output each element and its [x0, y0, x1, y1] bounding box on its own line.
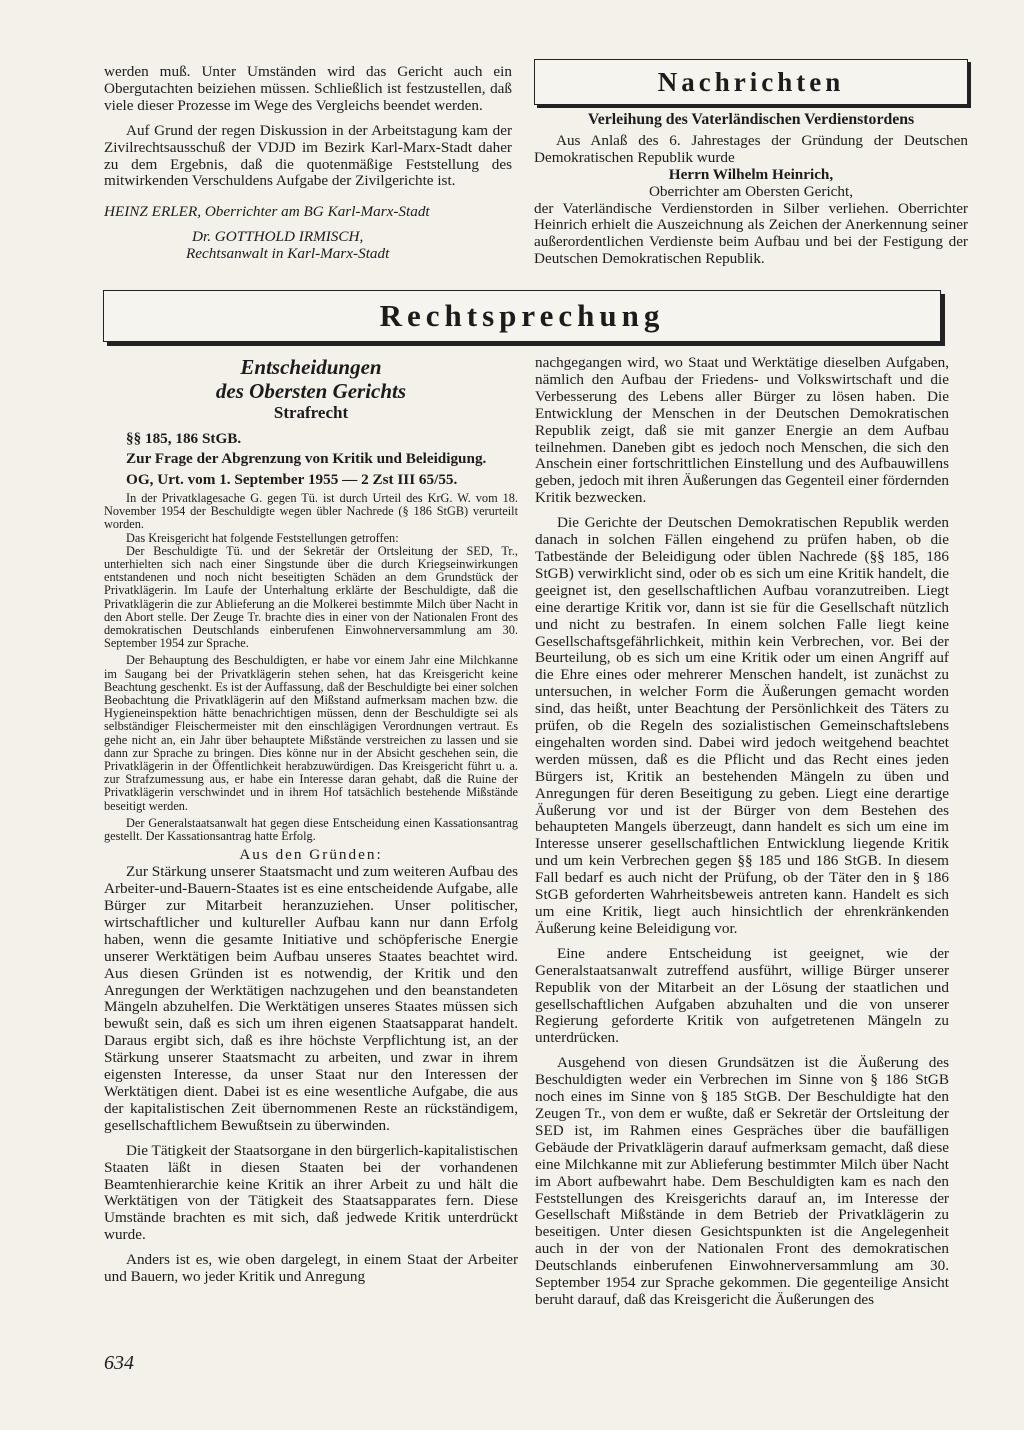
top-left-column [104, 64, 512, 263]
paragraph: Der Behauptung des Beschuldigten, er habe vor einem Jahr eine Milchkanne im Saugang bei der Privatklägerin stehen sehen, hat das Kreisgericht keine Beachtung geschenkt. Es ist der Auffassung, daß der Beschuldigte bei einer solchen Beobachtung die Privatklägerin auf den Mißstand aufmerksam machen bzw. die Hygieneinspektion hätte benachrichtigen müssen, denn der Beschuldigte sei als selbständiger Fleischermeister mit den einschlägigen Verordnungen vertraut. Es gehe nicht an, ein Jahr über behauptete Mißstände verstreichen zu lassen und sie dann zur Sprache zu bringen. Dies könne nur in der Absicht geschehen sein, die Privatklägerin in der Öffentlichkeit herabzuwürdigen. Das Kreisgericht führt u. a. zur Strafzumessung aus, er habe ein Interesse daran gehabt, daß die Ruine der Privatklägerin verschwindet und in ihrem Hof tatsächlich bestehende Mißstände beseitigt werden. [104, 653, 518, 813]
section-heading: Entscheidungen [240, 355, 382, 379]
paragraph: Anders ist es, wie oben dargelegt, in einem Staat der Arbeiter und Bauern, wo jeder Kritik und Anregung [104, 1251, 518, 1286]
author-signature: HEINZ ERLER, Oberrichter am BG Karl-Marx-Stadt [104, 203, 430, 221]
section-banner [103, 290, 941, 342]
case-reference: OG, Urt. vom 1. September 1955 — 2 Zst III 65/55. [126, 471, 458, 488]
case-summary [104, 492, 518, 843]
left-column [104, 355, 518, 1286]
paragraph: Eine andere Entscheidung ist geeignet, wie der Generalstaatsanwalt zutreffend ausführt, willige Bürger unserer Republik von der Mitarbeit an der Lösung der staatlichen und gesellschaftlichen Aufgaben abzuhalten und die von unserer Regierung geforderte Kritik von aufgetretenen Mängeln zu unterdrücken. [535, 944, 949, 1047]
section-heading: des Obersten Gerichts [215, 379, 407, 403]
paragraph: Die Gerichte der Deutschen Demokratischen Republik werden danach in solchen Fällen eingehend zu prüfen haben, ob die Tatbestände der Beleidigung oder üblen Nachrede (§§ 185, 186 StGB) verwirklicht sind, oder ob es sich um eine Kritik handelt, die geeignet ist, den gesellschaftlichen Aufbau voranzutreiben. Liegt eine derartige Kritik vor, dann ist sie für die Gesellschaft nützlich und nicht zu bestrafen. In einem solchen Falle liegt keine Gesellschaftsgefährlichkeit, mithin kein Verbrechen, vor. Bei der Beurteilung, ob es sich um eine Kritik oder um einen Angriff auf die Ehre eines oder mehrerer Menschen handelt, ist zunächst zu untersuchen, in welcher Form die Äußerungen gemacht worden sind, das heißt, unter Beachtung der Persönlichkeit des Täters zu prüfen, ob die Regeln des sozialistischen Gemeinschaftslebens eingehalten worden sind. Dabei wird jedoch weitgehend beachtet werden müssen, daß es die Pflicht und das Recht eines jeden Bürgers ist, Kritik an bestehenden Mängeln zu üben und Anregungen für deren Beseitigung zu geben. Liegt eine derartige Äußerung vor und ist der Bürger von dem Bestehen des behaupteten Mangels überzeugt, dann handelt es sich um eine im Interesse unserer gesellschaftlichen Entwicklung liegende Kritik und um kein Verbrechen gegen §§ 185 und 186 StGB. In diesem Fall bedarf es auch nicht der Prüfung, ob der Täter den in § 186 StGB geforderten Wahrheitsbeweis antreten kann. Handelt es sich um eine Kritik, liegt auch hinsichtlich der ehrenkränkenden Äußerung keine Beleidigung vor. [535, 514, 949, 937]
honoree-role: Oberrichter am Obersten Gericht, [648, 182, 854, 200]
page-number: 634 [104, 1352, 134, 1374]
right-column [535, 355, 949, 1309]
paragraph: nachgegangen wird, wo Staat und Werktätige dieselben Aufgaben, nämlich den Aufbau der Friedens- und Volkswirtschaft und die Verbesserung des Lebens aller Bürger zu lösen haben. Die Entwicklung der Menschen in der Deutschen Demokratischen Republik zeigt, daß sie mit ganzer Energie an dem Aufbau teilnehmen. Daneben gibt es jedoch noch Menschen, die sich den Anschein einer fortschrittlichen Einstellung und des Aufbauwillens geben, jedoch mit ihren Äußerungen das Gegenteil einer fördernden Kritik bezwecken. [535, 354, 949, 507]
paragraph: Aus Anlaß des 6. Jahrestages der Gründung der Deutschen Demokratischen Republik wurde [534, 131, 968, 166]
honoree-name: Herrn Wilhelm Heinrich, [668, 165, 834, 183]
author-signature: Dr. GOTTHOLD IRMISCH, [192, 228, 364, 246]
case-topic: Zur Frage der Abgrenzung von Kritik und Beleidigung. [126, 450, 487, 467]
paragraph: Die Tätigkeit der Staatsorgane in den bürgerlich-kapitalistischen Staaten läßt in diesen Staaten bei der vorhandenen Beamtenhierarchie keine Kritik an ihrer Arbeit zu und hält die Werktätigen von der Tätigkeit des Staatsapparates fern. Diese Umstände brachten es mit sich, daß jedwede Kritik unterdrückt wurde. [104, 1141, 518, 1244]
paragraph: Zur Stärkung unserer Staatsmacht und zum weiteren Aufbau des Arbeiter-und-Bauern-Staates ist es eine entscheidende Aufgabe, alle Bürger zur Mitarbeit heranzuziehen. Unser politischer, wirtschaftlicher und kultureller Aufbau kann nur dann Erfolg haben, wenn die gesamte Initiative und schöpferische Energie unserer Werktätigen beim Aufbau unseres Staates beachtet wird. Aus diesen Gründen ist es notwendig, der Kritik und den Anregungen der Werktätigen nachzugehen und den beanstandeten Mängeln abzuhelfen. Die Werktätigen unseres Staates müssen sich bewußt sein, daß es sich um ihren eigenen Staatsapparat handelt. Daraus ergibt sich, daß es ihre höchste Verpflichtung ist, an der Stärkung unserer Staatsmacht zu arbeiten, und zwar in ihrem eigensten Interesse, da unser Staat nur den Interessen der Werktätigen dient. Dabei ist es eine wesentliche Aufgabe, die aus der kapitalistischen Zeit übernommenen Reste an rückständigem, gesellschaftlichem Bewußtsein zu überwinden. [104, 863, 518, 1134]
paragraph: Der Generalstaatsanwalt hat gegen diese Entscheidung einen Kassationsantrag gestellt. Der Kassationsantrag hatte Erfolg. [104, 815, 518, 844]
news-header-box [534, 59, 968, 105]
paragraph-reference: §§ 185, 186 StGB. [126, 430, 242, 447]
paragraph: Das Kreisgericht hat folgende Feststellungen getroffen: [126, 530, 399, 545]
news-headline: Verleihung des Vaterländischen Verdienstordens [587, 111, 915, 128]
paragraph: Ausgehend von diesen Grundsätzen ist die Äußerung des Beschuldigten weder ein Verbrechen im Sinne von § 186 StGB noch eines im Sinne von § 185 StGB. Der Beschuldigte hat den Zeugen Tr., von dem er wußte, daß er Sekretär der Ortsleitung der SED ist, im Rahmen eines Gespräches über die baufälligen Gebäude der Privatklägerin darauf aufmerksam gemacht, daß diese eine Milchkanne mit zur Ablieferung bestimmter Milch über Nacht im Abort aufbewahrt habe. Dem Beschuldigten kam es nach den Feststellungen des Kreisgerichts darauf an, im Interesse der Gesellschaft Mißstände in dem Betrieb der Privatklägerin zu beseitigen. Unter diesen Gesichtspunkten ist die Angelegenheit auch in der von der Nationalen Front des demokratischen Deutschlands einberufenen Einwohnerversammlung am 30. September 1954 zur Sprache gekommen. Die gegenteilige Ansicht beruht darauf, daß das Kreisgericht die Äußerungen des [535, 1054, 949, 1308]
paragraph: Auf Grund der regen Diskussion in der Arbeitstagung kam der Zivilrechtsausschuß der VDJD im Bezirk Karl-Marx-Stadt daher zu dem Ergebnis, daß die quotenmäßige Feststellung des mitwirkenden Verschuldens Aufgabe der Zivilgerichte ist. [104, 121, 512, 190]
sub-heading: Strafrecht [273, 403, 349, 422]
reasons-text [104, 864, 518, 1286]
reasons-heading: Aus den Gründen: [239, 846, 383, 864]
news-column [534, 112, 968, 268]
paragraph: In der Privatklagesache G. gegen Tü. ist durch Urteil des KrG. W. vom 18. November 1954 der Beschuldigte wegen übler Nachrede (§ 186 StGB) verurteilt worden. [104, 491, 518, 532]
paragraph: werden muß. Unter Umständen wird das Gericht auch ein Obergutachten beiziehen müssen. Schließlich ist festzustellen, daß viele dieser Prozesse im Wege des Vergleichs beendet werden. [104, 63, 512, 114]
paragraph: der Vaterländische Verdienstorden in Silber verliehen. Oberrichter Heinrich erhielt die Auszeichnung als Zeichen der Anerkennung seiner außerordentlichen Verdienste beim Aufbau und bei der Festigung der Deutschen Demokratischen Republik. [534, 199, 968, 268]
author-signature: Rechtsanwalt in Karl-Marx-Stadt [186, 245, 390, 263]
paragraph: Der Beschuldigte Tü. und der Sekretär der Ortsleitung der SED, Tr., unterhielten sich nach einer Singstunde über die durch Kriegseinwirkungen entstandenen und noch nicht beseitigten Schäden an dem Grundstück der Privatklägerin. Im Laufe der Unterhaltung erklärte der Beschuldigte, daß die Privatklägerin die zur Ablieferung an die Molkerei bestimmte Milch über Nacht in den Abort stelle. Der Zeuge Tr. brachte dies in einer von der Nationalen Front des demokratischen Deutschlands einberufenen Einwohnerversammlung am 30. September 1954 zur Sprache. [104, 543, 518, 651]
news-title: Nachrichten [657, 67, 845, 97]
section-title: Rechtsprechung [379, 298, 665, 333]
